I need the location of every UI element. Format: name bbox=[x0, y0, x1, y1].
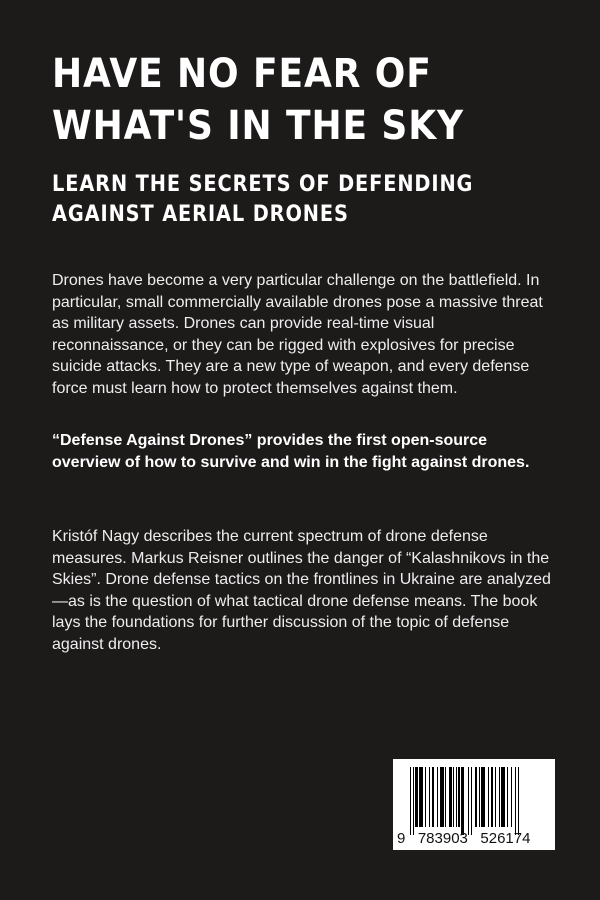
subtitle-line-2: AGAINST AERIAL DRONES bbox=[52, 202, 349, 227]
isbn-barcode bbox=[393, 759, 555, 850]
barcode-bars bbox=[410, 767, 545, 835]
blurb-paragraph-2: “Defense Against Drones” provides the first open-source overview of how to survive and win in the fight against drones. bbox=[52, 432, 530, 471]
cover-title bbox=[52, 48, 464, 152]
subtitle-line-1: LEARN THE SECRETS OF DEFENDING bbox=[52, 172, 474, 197]
cover-subtitle bbox=[52, 170, 473, 230]
blurb-paragraph-3: Kristóf Nagy describes the current spectrum of drone defense measures. Markus Reisner outlines the danger of “Kalashnikovs in the Skies”. Drone defense tactics on the frontlines in Ukraine are analyzed—as is the question of what tactical drone defense means. The book lays the foundations for further discussion of the topic of defense against drones. bbox=[52, 528, 551, 653]
isbn-digits: 9 783903 526174 bbox=[397, 830, 531, 847]
blurb-paragraph-1: Drones have become a very particular challenge on the battlefield. In particular, small commercially available drones pose a massive threat as military assets. Drones can provide real-time visual reconnaissance, or they can be rigged with explosives for precise suicide attacks. They are a new type of weapon, and every defense force must learn how to protect themselves against them. bbox=[52, 272, 543, 397]
title-line-2: WHAT'S IN THE SKY bbox=[52, 103, 465, 149]
title-line-1: HAVE NO FEAR OF bbox=[52, 51, 432, 97]
barcode-stripe bbox=[518, 767, 519, 835]
